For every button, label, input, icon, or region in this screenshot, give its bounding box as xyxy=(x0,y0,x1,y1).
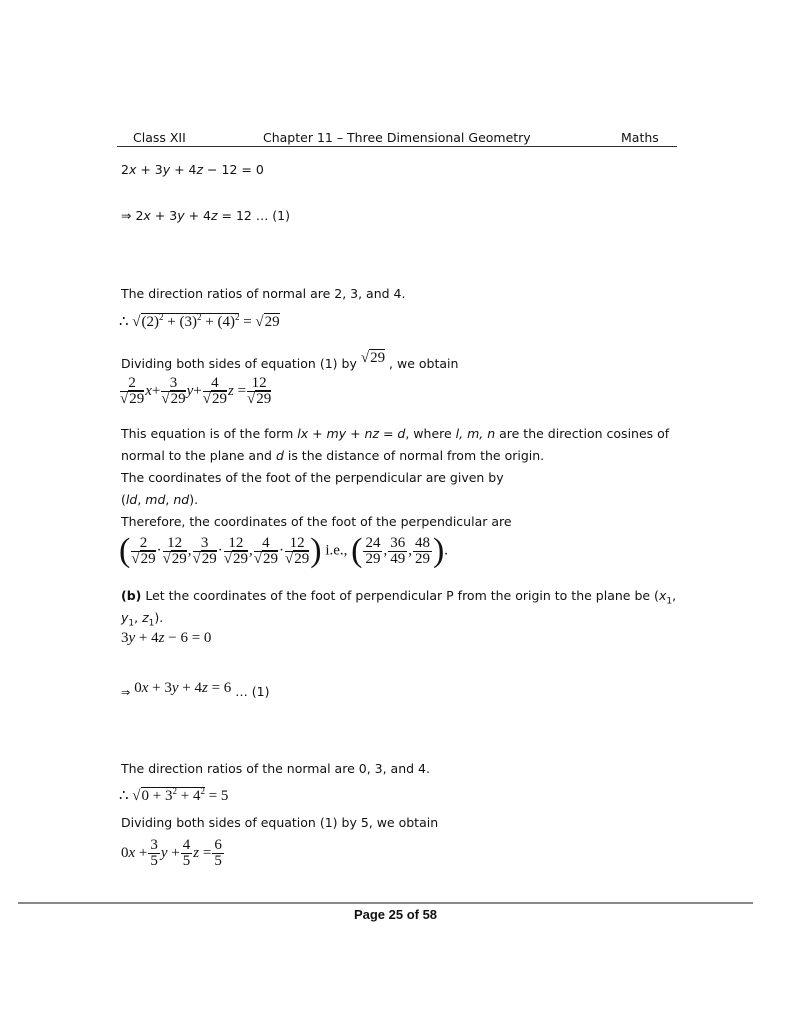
equation-b2-line: ⇒ 0x + 3y + 4z = 6 … (1) xyxy=(121,680,270,699)
direction-ratios-b: The direction ratios of the normal are 0, 3, and 4. xyxy=(121,761,430,776)
footer-divider xyxy=(18,902,753,904)
form-line-2: normal to the plane and d is the distance of normal from the origin. xyxy=(121,448,545,463)
form-line-1: This equation is of the form lx + my + nz = d, where l, m, n are the direction cosines of xyxy=(121,426,670,441)
foot-coordinates-a: ( $\frac{2}{√29}$ · $\frac{12}{√29}$ , $\frac{3}{√29}$ · $\frac{12}{√29}$ , $\frac{4}{√29}$ · $\frac{12}{√29}$ ) i.e., ( $\frac{24}{29}$ , $\frac{36}{49}$ , $\frac{48}{29}$ ). xyxy=(119,532,449,569)
part-b-intro-line-1: (b) Let the coordinates of the foot of perpendicular P from the origin to the plane be ($x_1$, xyxy=(121,588,677,607)
therefore-coords-text: Therefore, the coordinates of the foot of the perpendicular are xyxy=(121,514,512,529)
part-b-intro-line-2: $y_1$, $z_1$). xyxy=(121,610,164,629)
equation-b3: 0x + $\frac{3}{5}$ y + $\frac{4}{5}$ z = $\frac{6}{5}$ xyxy=(121,837,222,869)
coords-given-text: The coordinates of the foot of the perpendicular are given by xyxy=(121,470,504,485)
divide-a-line: Dividing both sides of equation (1) by √29 , we obtain xyxy=(121,350,459,371)
magnitude-a: ∴ $√(2)^2 + (3)^2 + (4)^2 = √29$ xyxy=(119,312,280,330)
divide-b-text: Dividing both sides of equation (1) by 5, we obtain xyxy=(121,815,439,830)
equation-a2: ⇒ 2x + 3y + 4z = 12 … (1) xyxy=(121,208,291,223)
header-divider xyxy=(117,146,677,147)
equation-b1: 3y + 4z − 6 = 0 xyxy=(121,630,212,646)
magnitude-b: ∴ $√0 + 3^2 + 4^2 = 5$ xyxy=(119,786,229,804)
header-class: Class XII xyxy=(133,130,186,145)
direction-ratios-a: The direction ratios of normal are 2, 3, and 4. xyxy=(121,286,406,301)
page-number: Page 25 of 58 xyxy=(353,907,438,922)
header-chapter-title: Chapter 11 – Three Dimensional Geometry xyxy=(263,130,531,145)
equation-a1: 2x + 3y + 4z − 12 = 0 xyxy=(121,162,264,177)
coords-formula: (ld, md, nd). xyxy=(121,492,199,507)
equation-a3: $\frac{2}{√29}$ x+ $\frac{3}{√29}$ y+ $\frac{4}{√29}$ z = $\frac{12}{√29}$ xyxy=(120,375,272,407)
header-subject: Maths xyxy=(621,130,659,145)
